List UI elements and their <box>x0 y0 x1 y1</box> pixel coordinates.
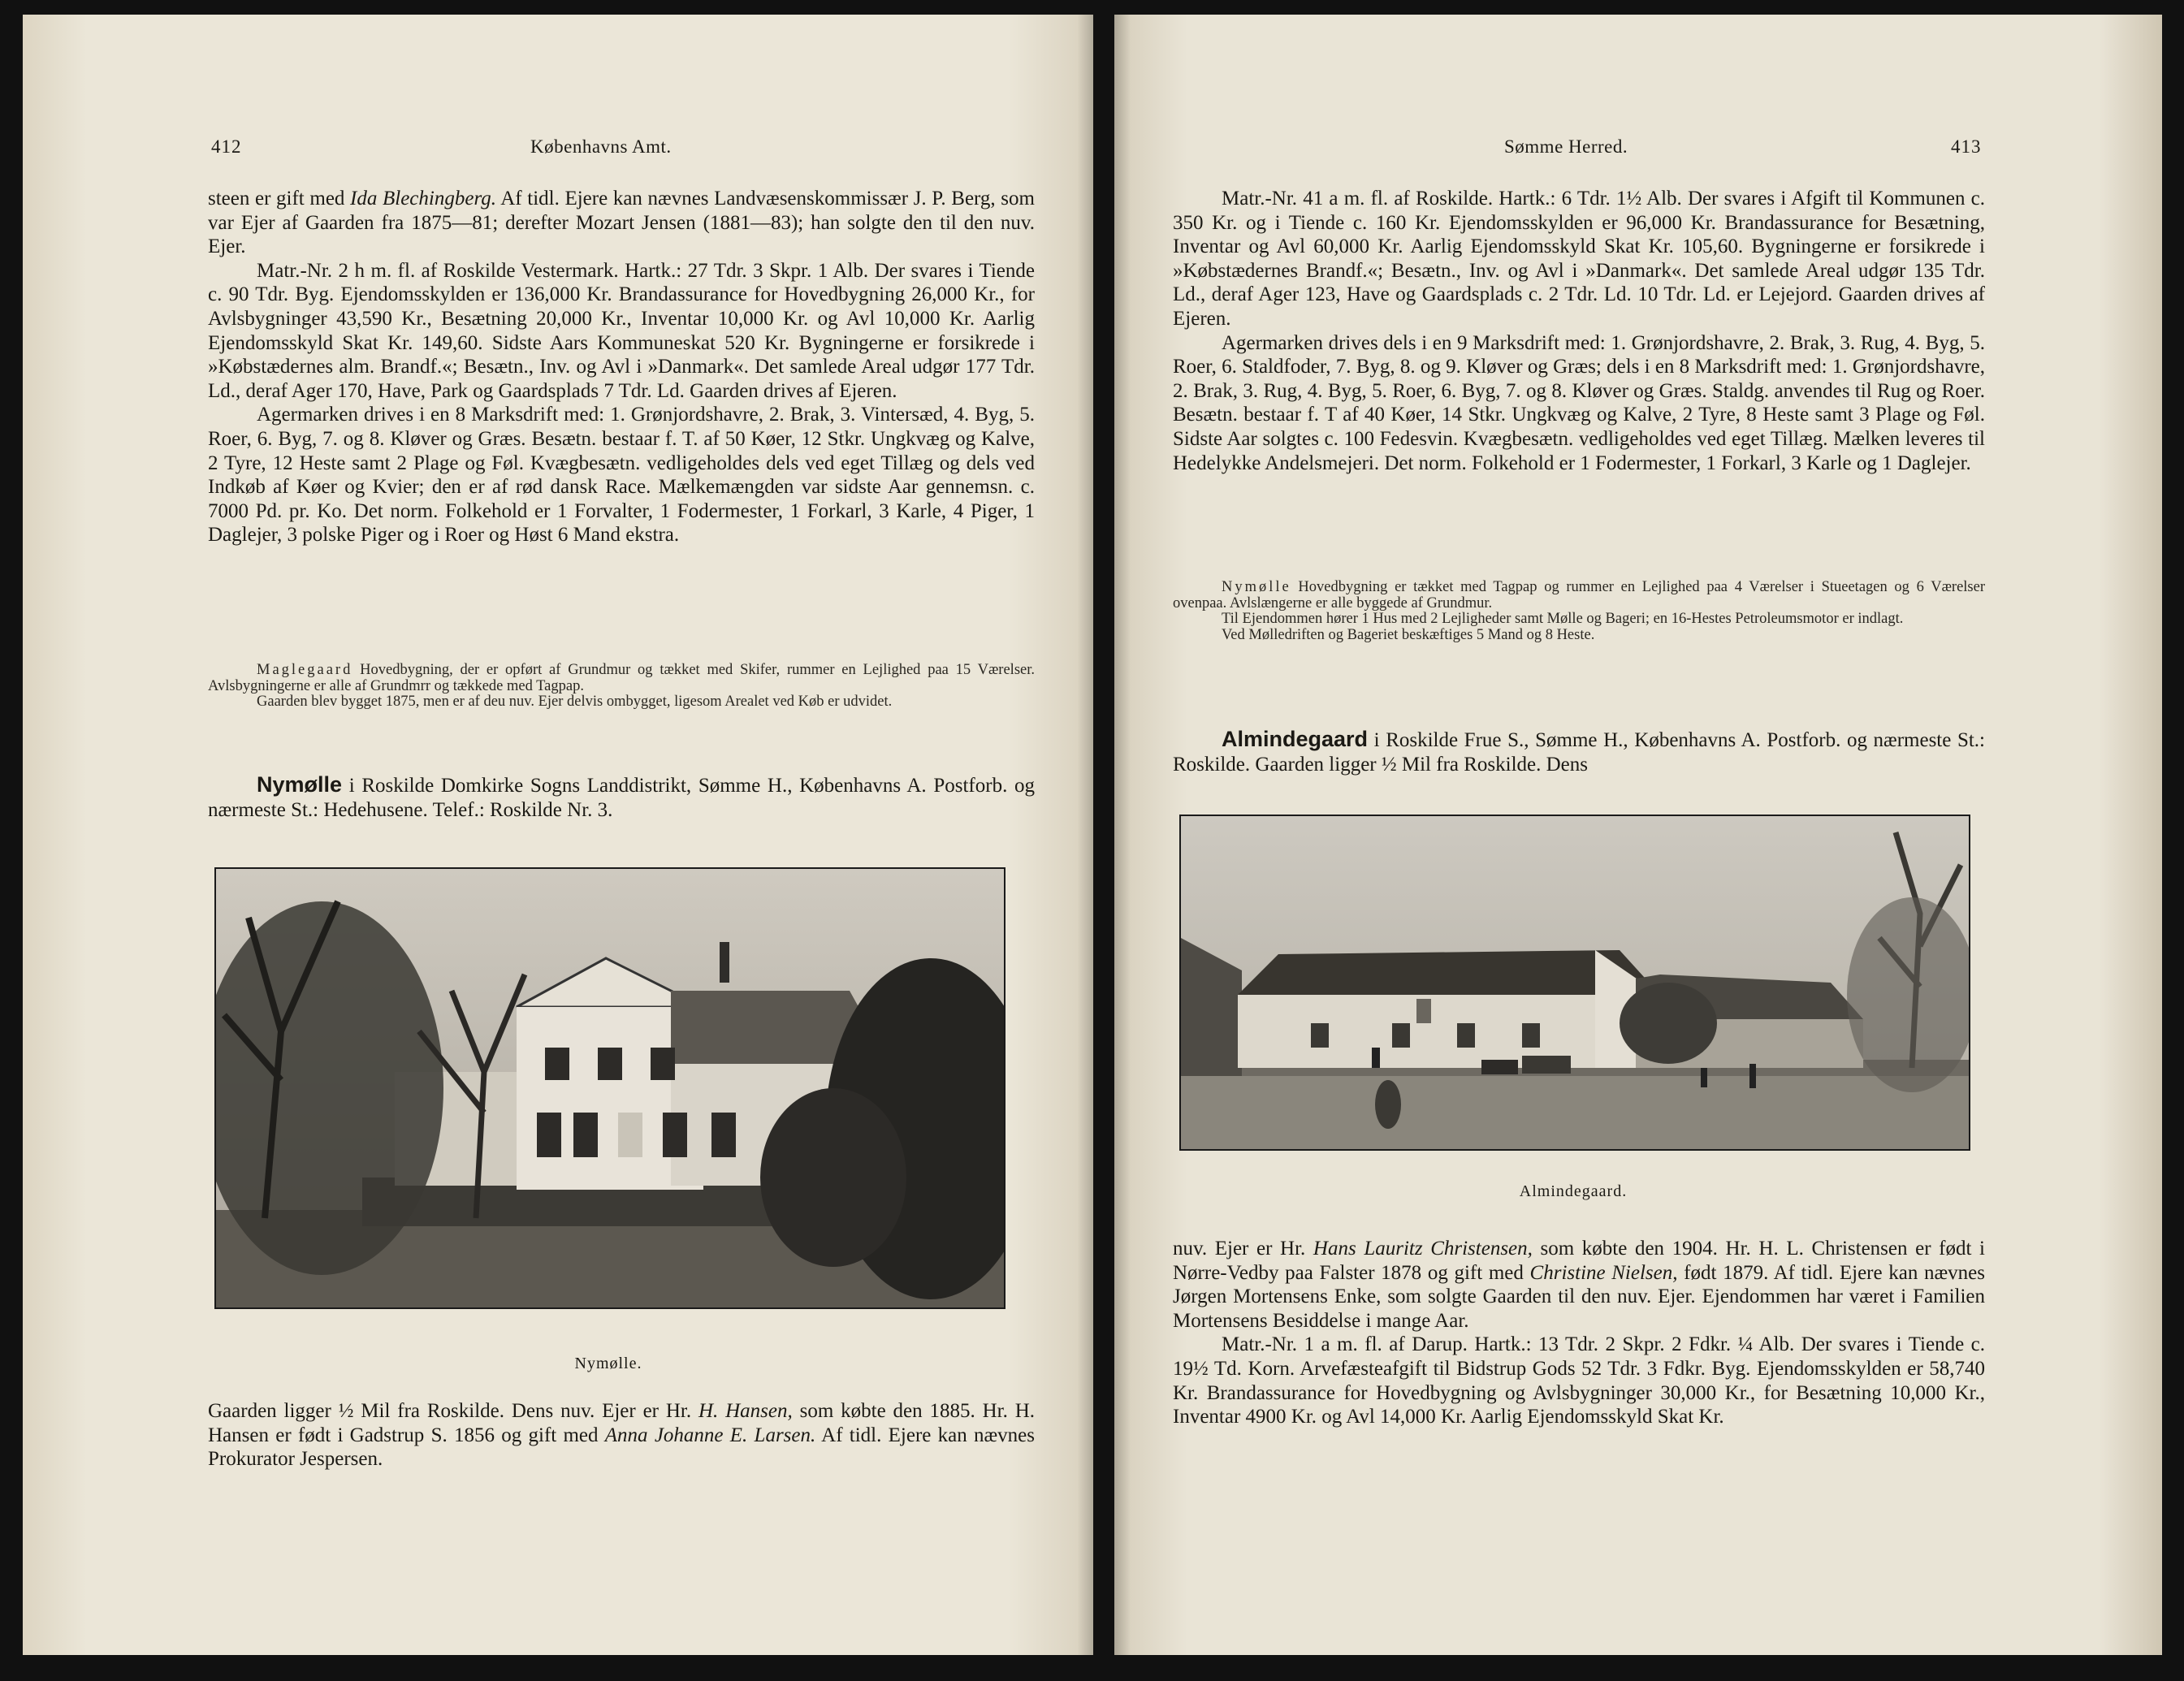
photo-nymolle <box>214 867 1006 1309</box>
right-page <box>1114 15 2162 1655</box>
photo-caption: Almindegaard. <box>1519 1182 1628 1200</box>
right-small-print <box>1173 580 1985 643</box>
paragraph: Gaarden ligger ½ Mil fra Roskilde. Dens nuv. Ejer er Hr. H. Hansen, som købte den 1885. Hr. H. Hansen er født i Gadstrup S. 1856 og gift med Anna Johanne E. Larsen. Af tidl. Ejere kan nævnes Prokurator Jespersen. <box>208 1400 1035 1471</box>
running-head: Sømme Herred. <box>1504 136 1628 157</box>
left-body-top <box>208 187 1035 547</box>
small-paragraph: Gaarden blev bygget 1875, men er af deu nuv. Ejer delvis ombygget, ligesom Arealet ved Køb er udvidet. <box>257 694 893 710</box>
page-number: 413 <box>1951 136 1982 157</box>
entry-name: Nymølle <box>257 772 343 797</box>
paragraph: Agermarken drives dels i en 9 Marksdrift med: 1. Grønjordshavre, 2. Brak, 3. Rug, 4. Byg, 5. Roer, 6. Staldfoder, 7. Byg, 8. og 9. Kløver og Græs; dels i en 8 Marksdrift med: 1. Grønjordshavre, 2. Brak, 3. Rug, 4. Byg, 5. Roer, 6. Byg, 7. og 8. Kløver og Græs. Staldg. anvendes til Rug og Roer. Besætn. bestaar f. T af 40 Køer, 14 Stkr. Ungkvæg og Kalve, 2 Tyre, 8 Heste samt 3 Plage og Føl. Sidste Aar solgtes c. 100 Fedesvin. Kvægbesætn. vedligeholdes ved eget Tillæg. Mælken leveres til Hedelykke Andelsmejeri. Det norm. Folkehold er 1 Fodermester, 1 Forkarl, 3 Karle og 1 Daglejer. <box>1173 331 1985 474</box>
photo-almindegaard <box>1179 815 1970 1151</box>
paragraph: Matr.-Nr. 2 h m. fl. af Roskilde Vestermark. Hartk.: 27 Tdr. 3 Skpr. 1 Alb. Der svares i Tiende c. 90 Tdr. Byg. Ejendomsskylden er 136,000 Kr. Brandassurance for Hovedbygning 26,000 Kr., for Avlsbygninger 43,590 Kr., Besætning 20,000 Kr., Inventar 10,000 Kr. og Avl 10,000 Kr. Aarlig Ejendomsskyld Skat Kr. 149,60. Sidste Aars Kommuneskat 520 Kr. Bygningerne er forsikrede i »Købstædernes alm. Brandf.«; Besætn., Inv. og Avl i »Danmark«. Det samlede Areal udgør 177 Tdr. Ld., deraf Ager 170, Have, Park og Gaardsplads 7 Tdr. Ld. Gaarden drives af Ejeren. <box>208 259 1035 402</box>
left-page <box>23 15 1093 1655</box>
farm-photo-image <box>1181 816 1969 1149</box>
paragraph: nuv. Ejer er Hr. Hans Lauritz Christensen, som købte den 1904. Hr. H. L. Christensen er født i Nørre-Vedby paa Falster 1878 og gift med Christine Nielsen, født 1879. Af tidl. Ejere kan nævnes Jørgen Mortensens Enke, som solgte Gaarden til den nuv. Ejer. Ejendommen har været i Familien Mortensens Besiddelse i mange Aar. <box>1173 1238 1986 1332</box>
small-paragraph: Ved Mølledriften og Bageriet beskæftiges 5 Mand og 8 Heste. <box>1222 626 1595 643</box>
running-head: Københavns Amt. <box>530 136 672 157</box>
small-paragraph: Maglegaard Hovedbygning, der er opført af Grundmur og tækket med Skifer, rummer en Lejlighed paa 15 Værelser. Avlsbygningerne er alle af Grundmrr og tækkede med Tagpap. <box>208 662 1035 694</box>
left-body-bottom <box>208 1399 1035 1471</box>
photo-caption: Nymølle. <box>574 1355 642 1372</box>
right-body-bottom <box>1173 1237 1985 1429</box>
entry-almindegaard: Almindegaard i Roskilde Frue S., Sømme H., Københavns A. Postforb. og nærmeste St.: Roskilde. Gaarden ligger ½ Mil fra Roskilde. Dens <box>1173 727 1985 776</box>
entry-nymolle: Nymølle i Roskilde Domkirke Sogns Landdistrikt, Sømme H., Københavns A. Postforb. og nærmeste St.: Hedehusene. Telef.: Roskilde Nr. 3. <box>208 772 1035 821</box>
spine-shadow <box>1114 15 1131 1655</box>
page-number: 412 <box>211 136 242 157</box>
paragraph: steen er gift med Ida Blechingberg. Af tidl. Ejere kan nævnes Landvæsenskommissær J. P. Berg, som var Ejer af Gaarden fra 1875—81; derefter Mozart Jensen (1881—83); han solgte den til den nuv. Ejer. <box>208 188 1035 258</box>
paragraph: Matr.-Nr. 41 a m. fl. af Roskilde. Hartk.: 6 Tdr. 1½ Alb. Der svares i Afgift til Kommunen c. 350 Kr. og i Tiende c. 160 Kr. Ejendomsskylden er 96,000 Kr. Brandassurance for Besætning, Inventar og Avl 60,000 Kr. Aarlig Ejendomsskyld Skat Kr. 105,60. Bygningerne er forsikrede i »Købstædernes Brandf.«; Besætn., Inv. og Avl i »Danmark«. Det samlede Areal udgør 135 Tdr. Ld., deraf Ager 123, Have og Gaardsplads c. 2 Tdr. Ld. 10 Tdr. Ld. er Lejejord. Gaarden drives af Ejeren. <box>1173 188 1985 330</box>
left-small-print <box>208 663 1035 711</box>
entry-name: Almindegaard <box>1222 727 1369 751</box>
small-paragraph: Til Ejendommen hører 1 Hus med 2 Lejligheder samt Mølle og Bageri; en 16-Hestes Petroleumsmotor er indlagt. <box>1222 611 1904 627</box>
spine-shadow <box>1077 15 1093 1655</box>
house-photo-image <box>216 869 1004 1307</box>
right-body-top <box>1173 187 1985 475</box>
small-paragraph: Nymølle Hovedbygning er tækket med Tagpap og rummer en Lejlighed paa 4 Værelser i Stueetagen og 6 Værelser ovenpaa. Avlslængerne er alle byggede af Grundmur. <box>1173 579 1985 611</box>
paragraph: Matr.-Nr. 1 a m. fl. af Darup. Hartk.: 13 Tdr. 2 Skpr. 2 Fdkr. ¼ Alb. Der svares i Tiende c. 19½ Td. Korn. Arvefæsteafgift til Bidstrup Gods 52 Tdr. 3 Fdkr. Byg. Ejendomsskylden er 58,740 Kr. Brandassurance for Hovedbygning og Avlsbygninger 30,000 Kr., for Besætning 10,000 Kr., Inventar 4900 Kr. og Avl 14,000 Kr. Aarlig Ejendomsskyld Skat Kr. <box>1173 1333 1985 1428</box>
paragraph: Agermarken drives i en 8 Marksdrift med: 1. Grønjordshavre, 2. Brak, 3. Vintersæd, 4. Byg, 5. Roer, 6. Byg, 7. og 8. Kløver og Græs. Besætn. bestaar f. T. af 50 Køer, 12 Stkr. Ungkvæg og Kalve, 2 Tyre, 12 Heste samt 2 Plage og Føl. Kvægbesætn. vedligeholdes dels ved eget Tillæg og dels ved Indkøb af Køer og Kvier; den er af rød dansk Race. Mælkemængden var sidste Aar gennemsn. c. 7000 Pd. pr. Ko. Det norm. Folkehold er 1 Forvalter, 1 Fodermester, 1 Forkarl, 3 Karle, 4 Piger, 1 Daglejer, 3 polske Piger og i Roer og Høst 6 Mand ekstra. <box>208 404 1035 547</box>
